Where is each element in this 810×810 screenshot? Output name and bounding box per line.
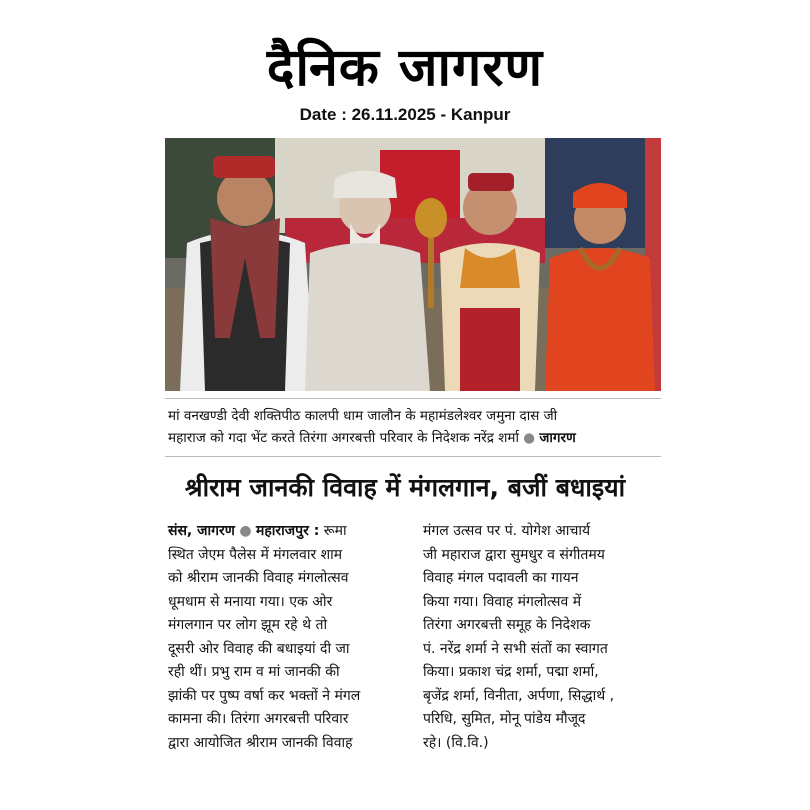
column-2-line: किया। प्रकाश चंद्र शर्मा, पद्मा शर्मा, [423, 664, 599, 680]
byline-place: महाराजपुर : [256, 523, 320, 539]
column-1-line: धूमधाम से मनाया गया। एक ओर [168, 593, 333, 610]
newspaper-masthead: दैनिक जागरण [266, 38, 544, 98]
column-1-line: द्वारा आयोजित श्रीराम जानकी विवाह [168, 734, 353, 751]
caption-rule-top [165, 398, 661, 399]
byline-line [168, 520, 408, 544]
news-photo [165, 138, 661, 391]
byline-source: संस, जागरण [168, 523, 235, 539]
caption-line-1: मां वनखण्डी देवी शक्तिपीठ कालपी धाम जालौन के महामंडलेश्वर जमुना दास जी [168, 408, 558, 424]
column-1-line: दूसरी ओर विवाह की बधाइयां दी जा [168, 640, 350, 657]
article-headline: श्रीराम जानकी विवाह में मंगलगान, बजीं बधाइयां [184, 473, 626, 502]
column-2-line: विवाह मंगल पदावली का गायन [423, 570, 579, 586]
column-2-line: बृजेंद्र शर्मा, विनीता, अर्पणा, सिद्धार्थ , [423, 687, 615, 704]
column-1-line: स्थित जेएम पैलेस में मंगलवार शाम [168, 546, 343, 563]
column-1-line: कामना की। तिरंगा अगरबत्ती परिवार [168, 711, 349, 727]
article-column-2 [423, 520, 663, 755]
caption-rule-bottom [165, 456, 661, 457]
caption-line-2-text: महाराज को गदा भेंट करते तिरंगा अगरबत्ती परिवार के निदेशक नरेंद्र शर्मा [168, 430, 519, 446]
photo-caption [168, 405, 668, 449]
column-2-line: रहे। (वि.वि.) [423, 734, 489, 751]
column-2-line: किया गया। विवाह मंगलोत्सव में [423, 593, 582, 610]
column-2-line: जी महाराज द्वारा सुमधुर व संगीतमय [423, 546, 605, 563]
caption-credit: जागरण [539, 430, 576, 446]
column-1-line: झांकी पर पुष्प वर्षा कर भक्तों ने मंगल [168, 687, 361, 704]
column-2-line: तिरंगा अगरबत्ती समूह के निदेशक [423, 617, 591, 633]
column-2-line: परिधि, सुमित, मोनू पांडेय मौजूद [423, 711, 586, 727]
article-column-1 [168, 520, 408, 755]
bullet-dot-icon: ● [523, 430, 536, 446]
column-2-line: पं. नरेंद्र शर्मा ने सभी संतों का स्वागत [423, 640, 608, 657]
caption-line-2 [168, 427, 668, 449]
column-2-line: मंगल उत्सव पर पं. योगेश आचार्य [423, 523, 591, 539]
column-1-line: रही थीं। प्रभु राम व मां जानकी की [168, 664, 340, 680]
byline-dot-icon: ● [239, 523, 252, 539]
byline-first-text: रूमा [323, 523, 347, 539]
column-1-line: को श्रीराम जानकी विवाह मंगलोत्सव [168, 570, 349, 586]
column-1-line: मंगलगान पर लोग झूम रहे थे तो [168, 617, 328, 633]
dateline: Date : 26.11.2025 - Kanpur [299, 105, 511, 124]
